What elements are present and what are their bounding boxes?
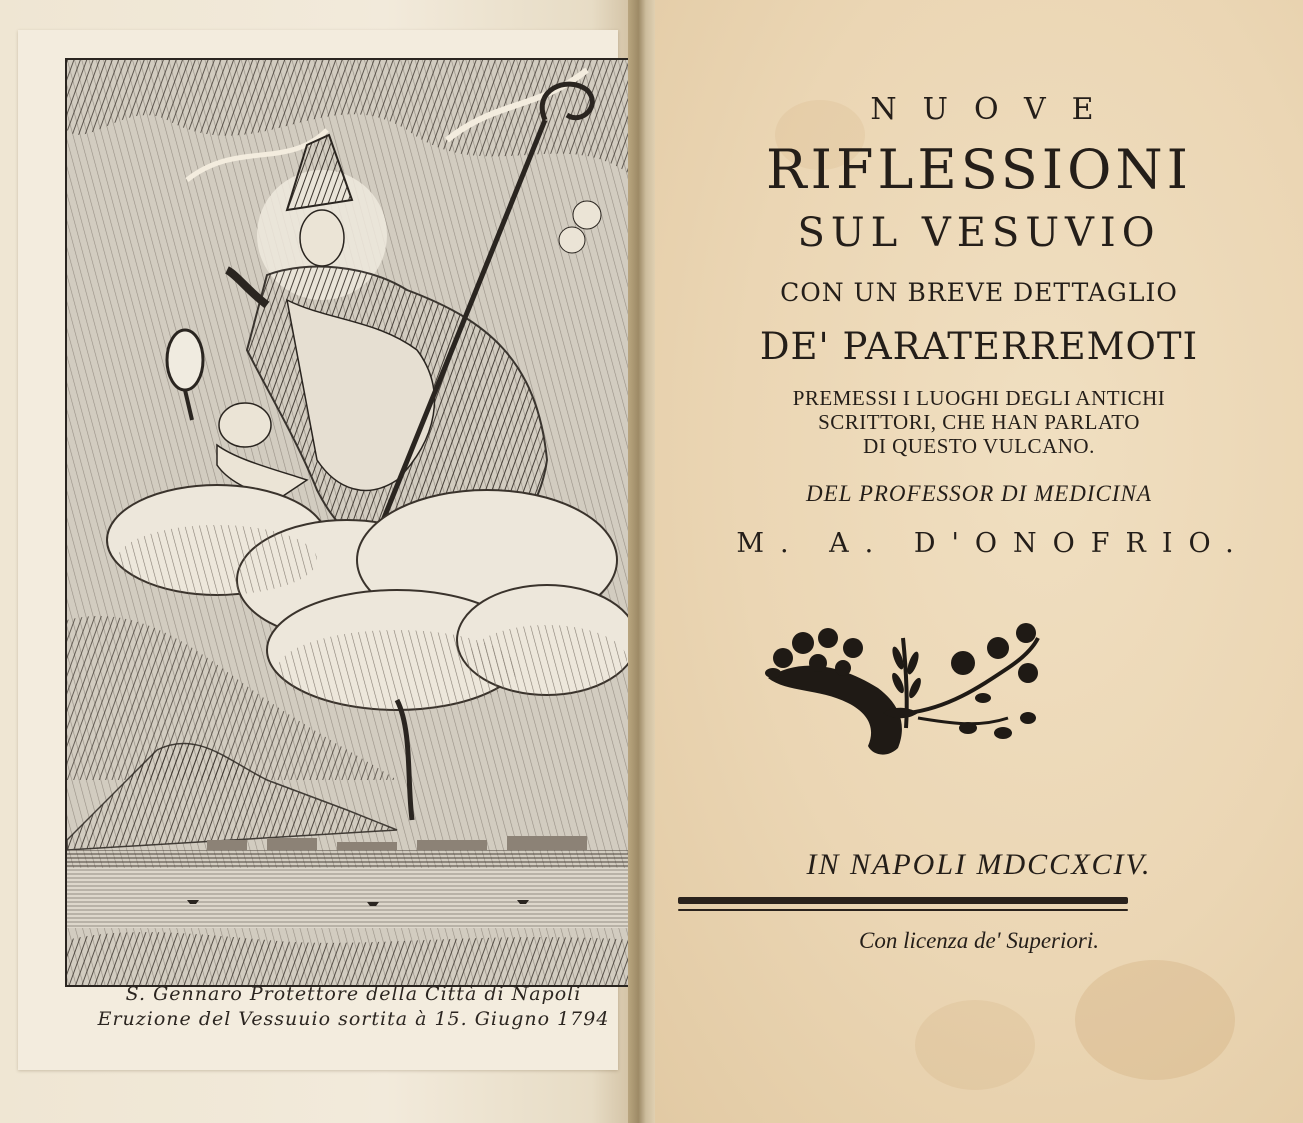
subtitle-premessi-line-3: DI QUESTO VULCANO. xyxy=(863,434,1095,458)
imprint-place-date: IN NAPOLI MDCCXCIV. xyxy=(806,848,1152,881)
title-nuove: NUOVE xyxy=(870,92,1120,127)
author-credential: DEL PROFESSOR DI MEDICINA xyxy=(806,481,1152,506)
imprint-rule-thin xyxy=(678,909,1128,911)
frontispiece-caption-line-1: S. Gennaro Protettore della Città di Napoli xyxy=(125,983,582,1005)
title-sul-vesuvio: SUL VESUVIO xyxy=(797,210,1161,256)
title-riflessioni: RIFLESSIONI xyxy=(766,138,1192,201)
engraving-illustration xyxy=(67,60,637,985)
author-name: M. A. D'ONOFRIO. xyxy=(736,528,1250,559)
frontispiece-caption-line-2: Eruzione del Vessuuio sortita à 15. Giugno 1794 xyxy=(97,1008,610,1030)
paper-stain xyxy=(1075,960,1235,1080)
subtitle-premessi-line-1: PREMESSI I LUOGHI DEGLI ANTICHI xyxy=(792,386,1166,410)
saint-gennaro-engraving xyxy=(65,58,639,987)
cornucopia-ornament-icon xyxy=(758,618,1048,763)
book-gutter xyxy=(628,0,658,1123)
subtitle-premessi-line-2: SCRITTORI, CHE HAN PARLATO xyxy=(818,410,1140,434)
title-page xyxy=(655,0,1303,1123)
imprint-rule-thick xyxy=(678,897,1128,904)
subtitle-breve-dettaglio: CON UN BREVE DETTAGLIO xyxy=(780,278,1178,307)
frontispiece-page xyxy=(0,0,643,1123)
subtitle-paraterremoti: DE' PARATERREMOTI xyxy=(759,325,1199,368)
paper-stain xyxy=(915,1000,1035,1090)
imprint-licence: Con licenza de' Superiori. xyxy=(858,928,1099,953)
